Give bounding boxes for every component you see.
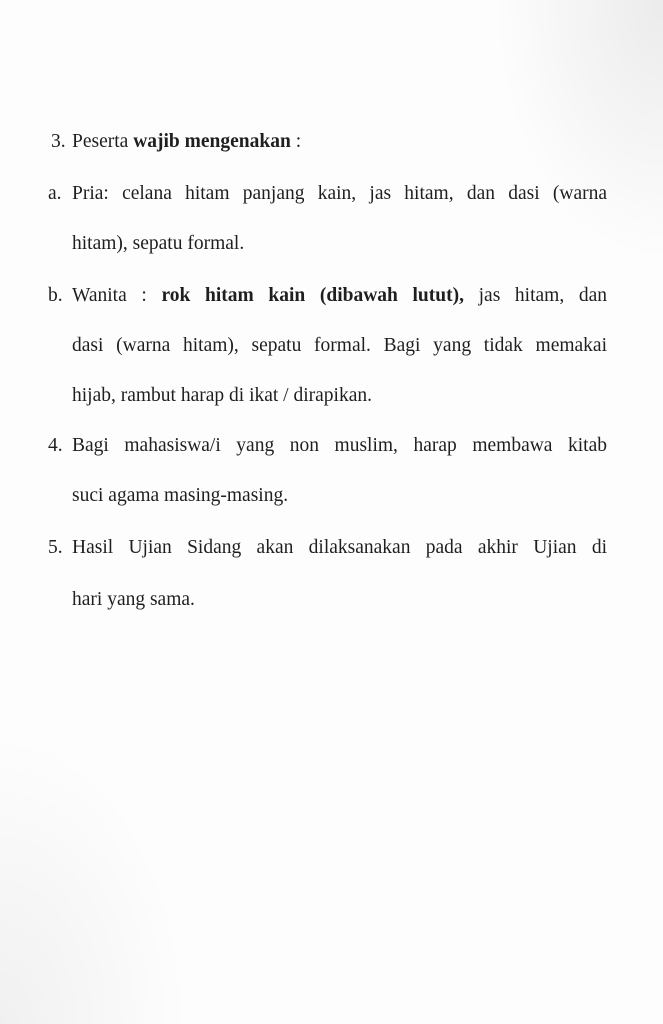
- item-5-line-2: hari yang sama.: [72, 589, 195, 610]
- item-3-text-pre: Peserta: [72, 131, 134, 152]
- item-b-line-3: hijab, rambut harap di ikat / dirapikan.: [72, 385, 372, 406]
- item-4-line-2: suci agama masing-masing.: [72, 485, 289, 506]
- item-4-marker: 4.: [48, 435, 63, 456]
- item-3-text-bold: wajib mengenakan: [133, 131, 291, 152]
- item-5-line-1: Hasil Ujian Sidang akan dilaksanakan pada akhir Ujian di: [72, 537, 607, 558]
- item-4-line-1: Bagi mahasiswa/i yang non muslim, harap membawa kitab: [72, 435, 607, 456]
- item-a-line-2: hitam), sepatu formal.: [72, 233, 245, 254]
- item-b-line-2: dasi (warna hitam), sepatu formal. Bagi yang tidak memakai: [72, 335, 607, 356]
- item-b-line-1-bold: rok hitam kain (dibawah lutut),: [161, 285, 464, 306]
- item-b-line-1-pre: Wanita :: [72, 285, 162, 306]
- item-b-line-1-post: jas hitam, dan: [463, 285, 607, 306]
- item-a-marker: a.: [48, 183, 62, 204]
- item-3-text: [72, 130, 301, 154]
- item-b-line-1: [72, 284, 607, 308]
- item-b-marker: b.: [48, 285, 63, 306]
- item-a-line-1: Pria: celana hitam panjang kain, jas hitam, dan dasi (warna: [72, 183, 607, 204]
- item-5-marker: 5.: [48, 537, 63, 558]
- item-3-text-post: :: [290, 131, 302, 152]
- item-3-marker: 3.: [51, 131, 66, 152]
